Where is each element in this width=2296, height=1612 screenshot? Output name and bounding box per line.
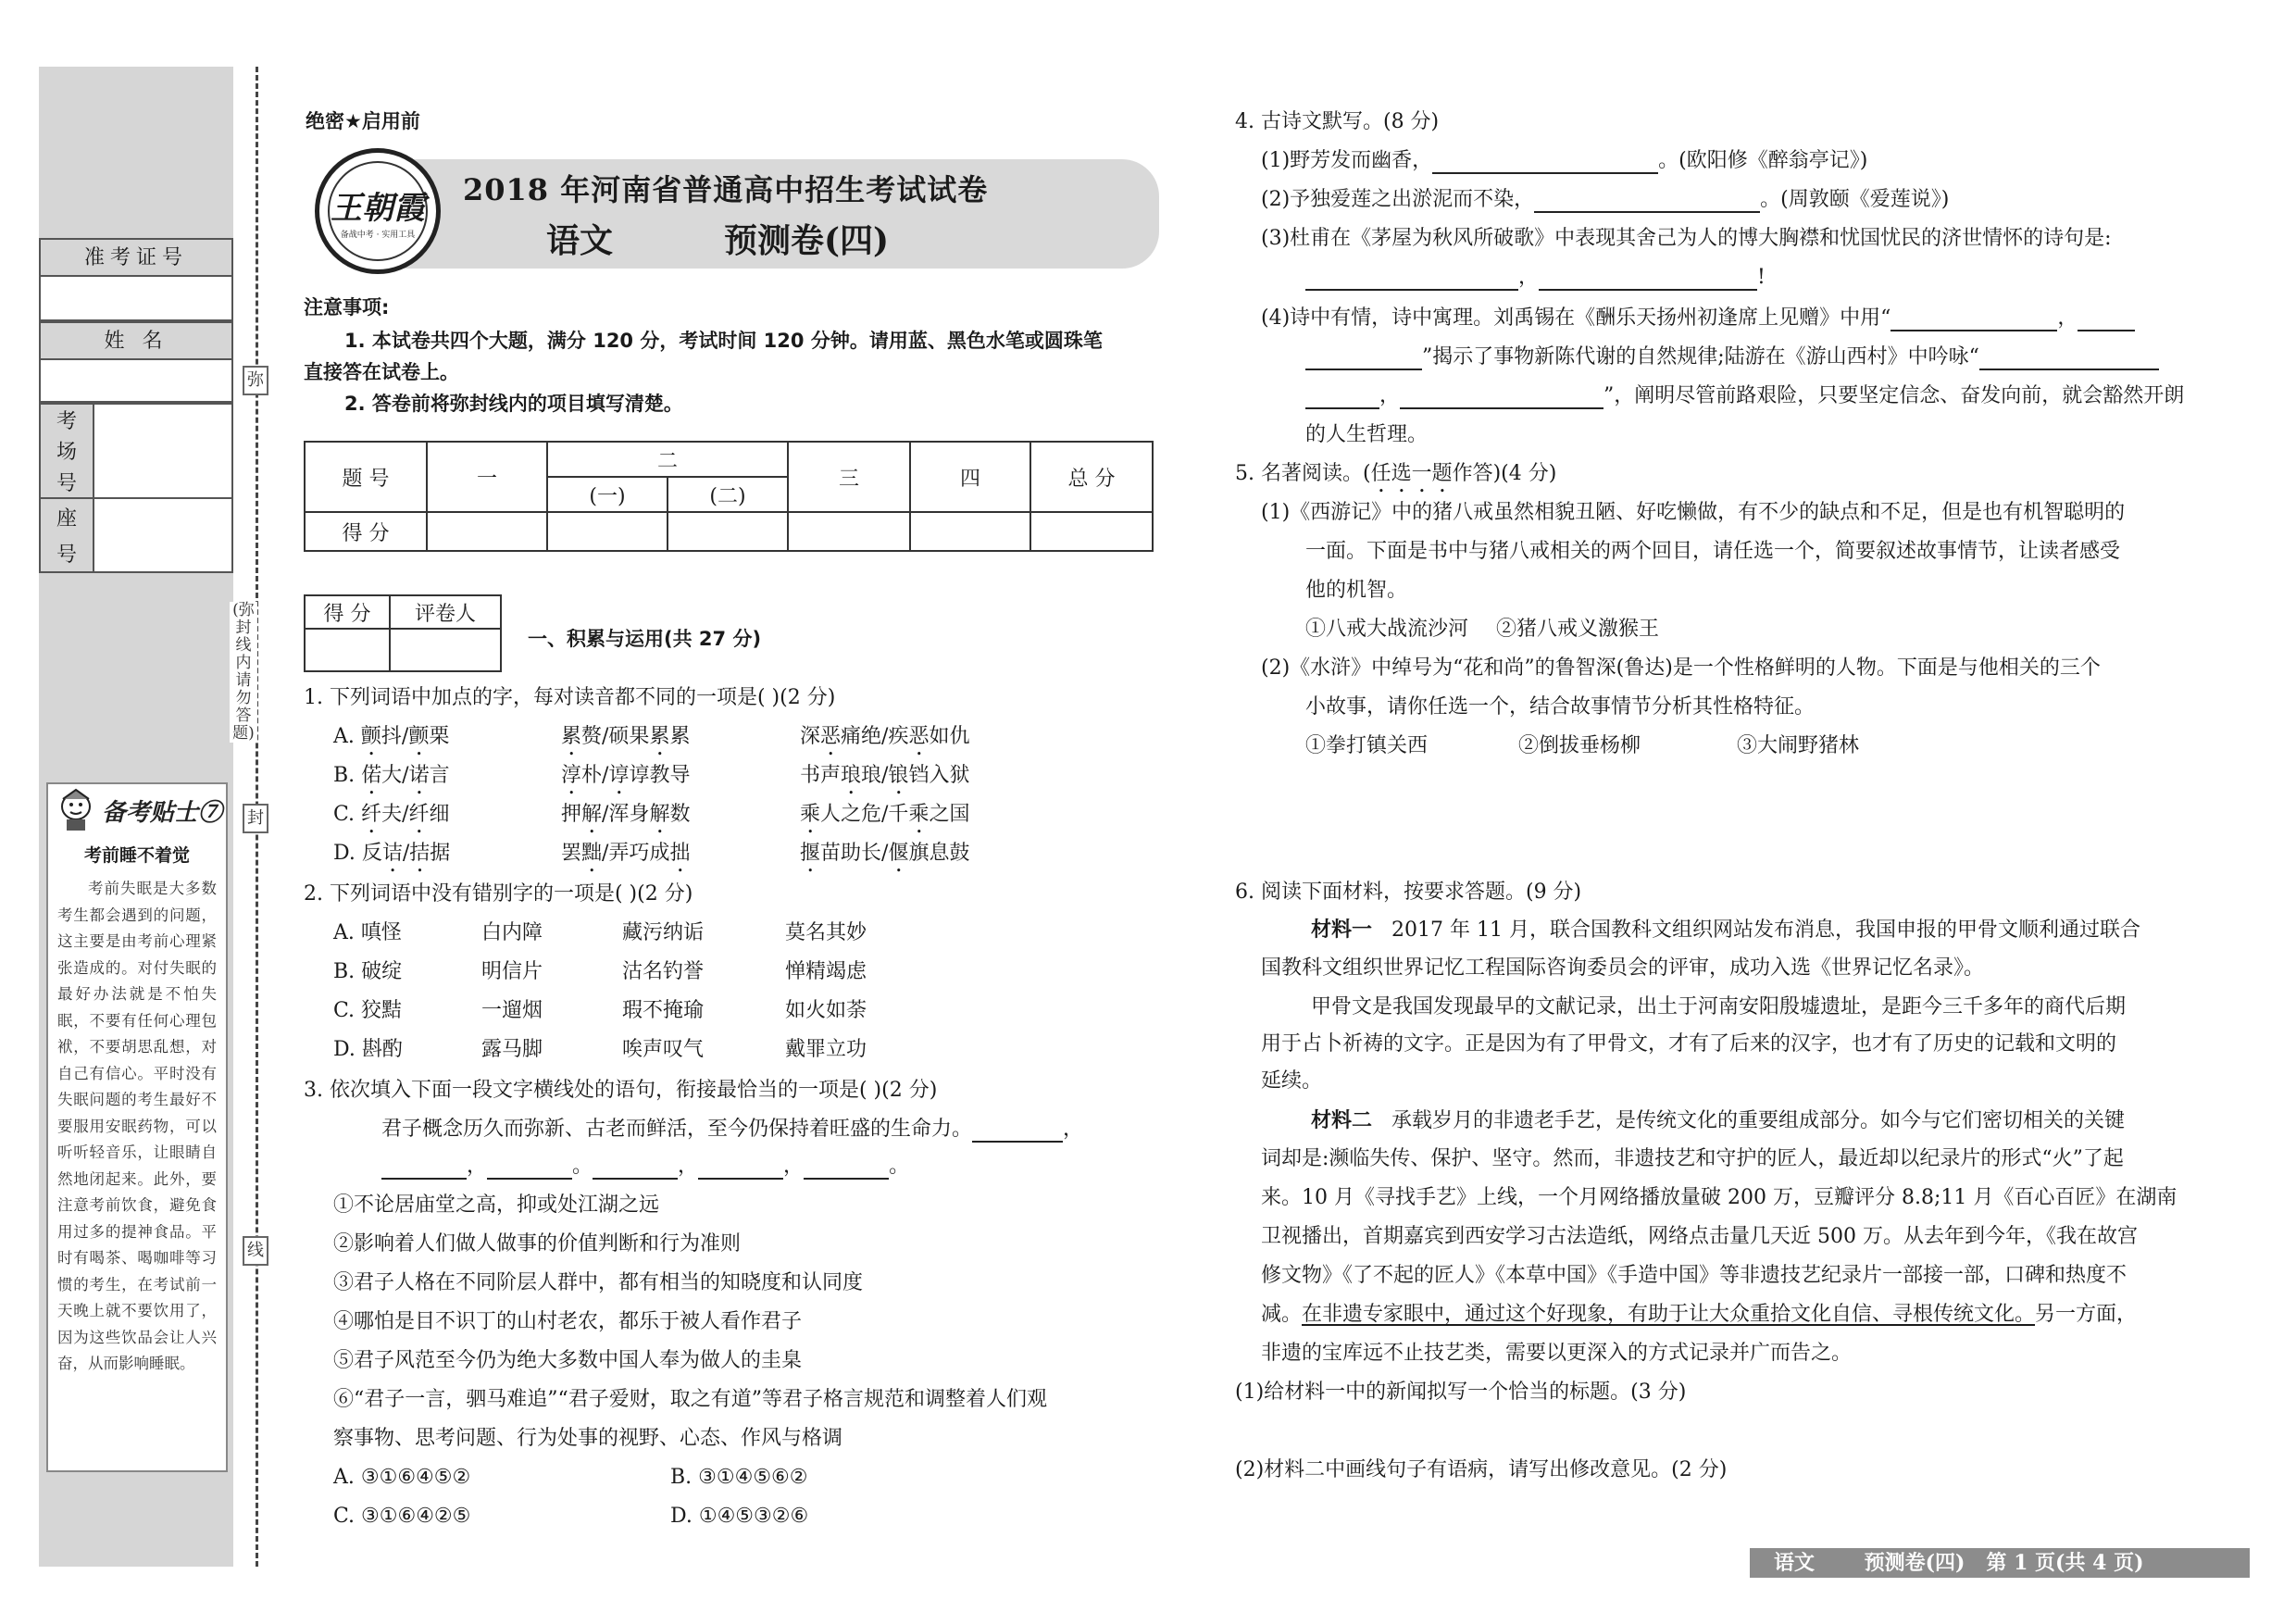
seat-label-char: 座 <box>56 507 77 531</box>
q6-material-2: 非遗的宝库远不止技艺类，需要以更深入的方式记录并广而告之。 <box>1261 1342 1853 1365</box>
q1-option-d-2: 罢黜/弄巧成拙 <box>561 842 691 865</box>
q4-line-4c <box>1305 383 2184 409</box>
score-cell[interactable] <box>788 512 910 551</box>
score-cell[interactable] <box>427 512 547 551</box>
q3-item: ③君子人格在不同阶层人群中，都有相当的知晓度和认同度 <box>333 1271 864 1294</box>
q3-blank[interactable] <box>593 1157 678 1180</box>
q2-option: 如火如荼 <box>785 999 867 1022</box>
q4-blank[interactable] <box>1305 348 1422 370</box>
score-table-col: 二 <box>547 442 788 477</box>
q3-item: ④哪怕是目不识丁的山村老农，都乐于被人看作君子 <box>333 1310 803 1333</box>
q4-line-2 <box>1261 187 1949 213</box>
q2-option: D. 斟酌 <box>333 1038 403 1061</box>
question-2-stem: 2. 下列词语中没有错别字的一项是( )(2 分) <box>304 882 693 906</box>
q4-blank[interactable] <box>1305 269 1518 291</box>
q2-option: 明信片 <box>481 960 543 983</box>
q3-choice: C. ③①⑥④②⑤ <box>333 1505 471 1528</box>
q3-item: ①不论居庙堂之高，抑或处江湖之远 <box>333 1193 660 1217</box>
score-cell[interactable] <box>668 512 788 551</box>
q4-text: ， <box>1518 266 1540 289</box>
grader-table <box>304 594 502 672</box>
logo-subtext: 备战中考 · 实用工具 <box>340 231 416 240</box>
score-table-col: 总 分 <box>1030 442 1153 512</box>
q4-text: (1)野芳发而幽香， <box>1261 149 1433 172</box>
q4-text: ”，阐明尽管前路艰险，只要坚定信念、奋发向前，就会豁然开朗 <box>1603 384 2185 407</box>
name-field[interactable] <box>39 358 233 403</box>
room-label-char: 考 <box>56 410 77 434</box>
q5-part-2: 小故事，请你任选一个，结合故事情节分析其性格特征。 <box>1305 695 1816 719</box>
q4-text: ! <box>1757 266 1766 289</box>
q4-text: 。(周敦颐《爱莲说》) <box>1760 188 1950 211</box>
score-table-col: 三 <box>788 442 910 512</box>
question-4-stem: 4. 古诗文默写。(8 分) <box>1235 110 1440 133</box>
q1-option-d: D. 反诘/拮据 <box>333 842 451 865</box>
q5-part-1: 他的机智。 <box>1305 579 1408 602</box>
question-5-stem: 5. 名著阅读。(任选一题作答)(4 分) <box>1235 462 1557 485</box>
question-6-stem: 6. 阅读下面材料，按要求答题。(9 分) <box>1235 881 1582 904</box>
q1-option-a: A. 颤抖/颤栗 <box>333 725 450 748</box>
score-table-col: 一 <box>427 442 547 512</box>
q4-line-3-blanks <box>1305 265 1766 291</box>
confidential-mark: 绝密★启用前 <box>306 110 420 132</box>
room-label-char: 号 <box>56 471 77 495</box>
q3-blank[interactable] <box>972 1120 1063 1143</box>
q4-blank[interactable] <box>1539 269 1757 291</box>
q4-line-1 <box>1261 148 1867 174</box>
q3-blank[interactable] <box>487 1157 572 1180</box>
q6-sub-question-2: (2)材料二中画线句子有语病，请写出修改意见。(2 分) <box>1235 1458 1728 1481</box>
q4-line-4b <box>1305 344 2159 370</box>
q4-line-4d: 的人生哲理。 <box>1305 423 1429 446</box>
q4-blank[interactable] <box>1400 387 1603 409</box>
q5-part-2: (2)《水浒》中绰号为“花和尚”的鲁智深(鲁达)是一个性格鲜明的人物。下面是与他相关的三个 <box>1261 656 2101 680</box>
q5-option: ①拳打镇关西 <box>1305 734 1429 757</box>
q1-option-c-2: 押解/浑身解数 <box>561 803 691 826</box>
q3-choice: A. ③①⑥④⑤② <box>333 1466 471 1489</box>
q1-option-b: B. 偌大/诺言 <box>333 764 450 787</box>
q5-option: ②倒拔垂杨柳 <box>1518 734 1641 757</box>
q2-option: A. 嗔怪 <box>333 921 402 944</box>
q3-blank[interactable] <box>381 1157 467 1180</box>
q4-text: (4)诗中有情，诗中寓理。刘禹锡在《酬乐天扬州初逢席上见赠》中用“ <box>1261 306 1891 330</box>
q6-material-1 <box>1311 917 2140 943</box>
mascot-icon <box>56 788 96 832</box>
tips-title: 考前睡不着觉 <box>83 845 190 866</box>
notice-line: 直接答在试卷上。 <box>304 361 459 383</box>
q1-option-d-3: 揠苗助长/偃旗息鼓 <box>800 842 970 865</box>
underlined-sentence: 在非遗专家眼中，通过这个好现象，有助于让大众重拾文化自信、寻根传统文化。 <box>1302 1303 2036 1326</box>
q6-material-2: 来。10 月《寻找手艺》上线，一个月网络播放量破 200 万，豆瓣评分 8.8;11 月《百心百匠》在湖南 <box>1261 1186 2177 1209</box>
q4-blank[interactable] <box>1979 348 2159 370</box>
q3-choice: D. ①④⑤③②⑥ <box>670 1505 809 1528</box>
subject-title: 语文 <box>546 221 614 260</box>
material-text: 另一方面， <box>2035 1303 2138 1326</box>
q1-option-c-3: 乘人之危/千乘之国 <box>800 803 970 826</box>
q1-option-a-2: 累赘/硕果累累 <box>561 725 691 748</box>
question-1-stem: 1. 下列词语中加点的字，每对读音都不同的一项是( )(2 分) <box>304 686 836 709</box>
q6-material-1: 甲骨文是我国发现最早的文献记录，出土于河南安阳殷墟遗址，是距今三千多年的商代后期 <box>1311 995 2127 1018</box>
section-title: 一、积累与运用(共 27 分) <box>528 628 762 650</box>
score-cell[interactable] <box>1030 512 1153 551</box>
q2-option: C. 狡黠 <box>333 999 403 1022</box>
q5-part-1: 一面。下面是书中与猪八戒相关的两个回目，请任选一个，简要叙述故事情节，让读者感受 <box>1305 540 2121 563</box>
q4-text: 。(欧阳修《醉翁亭记》) <box>1658 149 1868 172</box>
q2-option: 沽名钓誉 <box>622 960 705 983</box>
material-text: 减。 <box>1261 1303 1303 1326</box>
q1-option-b-2: 淳朴/谆谆教导 <box>561 764 691 787</box>
seal-char-mi: 弥 <box>243 366 268 395</box>
material-label: 材料二 <box>1311 1108 1373 1132</box>
material-text: 2017 年 11 月，联合国教科文组织网站发布消息，我国申报的甲骨文顺利通过联合 <box>1391 918 2140 942</box>
q3-item: ⑤君子风范至今仍为绝大多数中国人奉为做人的圭臬 <box>333 1349 803 1372</box>
q3-paragraph-text: 君子概念历久而弥新、古老而鲜活，至今仍保持着旺盛的生命力。 <box>381 1118 973 1141</box>
q4-blank[interactable] <box>1305 387 1379 409</box>
room-number-field[interactable] <box>93 403 233 499</box>
seat-label-char: 号 <box>56 544 77 567</box>
q3-item: ②影响着人们做人做事的价值判断和行为准则 <box>333 1232 742 1256</box>
notice-title: 注意事项: <box>304 296 390 319</box>
q4-blank[interactable] <box>1432 152 1658 174</box>
q4-line-3: (3)杜甫在《茅屋为秋风所破歌》中表现其舍己为人的博大胸襟和忧国忧民的济世情怀的诗句是: <box>1261 227 2112 250</box>
q2-option: 唉声叹气 <box>622 1038 705 1061</box>
score-table-subcol: (二) <box>668 477 788 512</box>
q2-option: 莫名其妙 <box>785 921 867 944</box>
q3-paragraph: 君子概念历久而弥新、古老而鲜活，至今仍保持着旺盛的生命力。 ， <box>381 1118 1084 1141</box>
score-table <box>304 441 1154 552</box>
q1-option-a-3: 深恶痛绝/疾恶如仇 <box>800 725 970 748</box>
q6-material-2 <box>1311 1107 2125 1134</box>
q6-material-2: 修文物》《了不起的匠人》《本草中国》《手造中国》等非遗技艺纪录片一部接一部，口碑和热度不 <box>1261 1264 2128 1287</box>
q2-option: 一遛烟 <box>481 999 543 1022</box>
q4-blank[interactable] <box>1890 309 2057 331</box>
q4-text: (2)予独爱莲之出淤泥而不染， <box>1261 188 1535 211</box>
q5-part-1: (1)《西游记》中的猪八戒虽然相貌丑陋、好吃懒做，有不少的缺点和不足，但是也有机智聪明的 <box>1261 501 2126 524</box>
tips-badge: 备考贴士⑦ <box>102 798 223 827</box>
q4-text: ， <box>1379 384 1401 407</box>
seat-number-field[interactable] <box>93 497 233 573</box>
q2-option: 白内障 <box>481 921 543 944</box>
q3-item: 察事物、思考问题、行为处事的视野、心态、作风与格调 <box>333 1427 843 1450</box>
q1-option-c: C. 纤夫/纤细 <box>333 803 450 826</box>
seal-note: (弥封线内请勿答题) <box>230 602 257 743</box>
q6-material-2 <box>1261 1302 2137 1328</box>
score-row-label: 得 分 <box>305 512 427 551</box>
q1-option-b-3: 书声琅琅/锒铛入狱 <box>800 764 970 787</box>
score-cell[interactable] <box>547 512 668 551</box>
grader-name-cell[interactable] <box>390 629 501 671</box>
q2-option: 戴罪立功 <box>785 1038 867 1061</box>
notice-line: 2. 答卷前将弥封线内的项目填写清楚。 <box>344 393 683 415</box>
q3-blank[interactable] <box>804 1157 889 1180</box>
page-footer: 语文 预测卷(四) 第 1 页(共 4 页) <box>1750 1548 2250 1578</box>
q6-material-2: 卫视播出，首期嘉宾到西安学习古法造纸，网络点击量几天近 500 万。从去年到今年，《我在故宫 <box>1261 1225 2138 1248</box>
q2-option: 惮精竭虑 <box>785 960 867 983</box>
grader-name-label: 评卷人 <box>390 595 501 629</box>
score-table-header: 题 号 <box>305 442 427 512</box>
q6-material-1: 国教科文组织世界记忆工程国际咨询委员会的评审，成功入选《世界记忆名录》。 <box>1261 956 1985 980</box>
score-table-col: 四 <box>910 442 1030 512</box>
q4-text: ”揭示了事物新陈代谢的自然规律;陆游在《游山西村》中吟咏“ <box>1422 345 1979 369</box>
q6-material-2: 词却是:濒临失传、保护、坚守。然而，非遗技艺和守护的匠人，最近却以纪录片的形式“火”了起 <box>1261 1147 2124 1170</box>
score-cell[interactable] <box>910 512 1030 551</box>
publisher-logo <box>315 148 441 274</box>
score-table-subcol: (一) <box>547 477 668 512</box>
ticket-number-field[interactable] <box>39 275 233 321</box>
grader-score-label: 得 分 <box>305 595 390 629</box>
q6-sub-question-1: (1)给材料一中的新闻拟写一个恰当的标题。(3 分) <box>1235 1381 1687 1404</box>
logo-seal <box>328 161 428 261</box>
seal-char-xian: 线 <box>243 1236 268 1266</box>
q4-line-4 <box>1261 306 2135 331</box>
seat-number-label <box>39 497 94 573</box>
q6-material-1: 延续。 <box>1261 1069 1323 1093</box>
q2-option: 瑕不掩瑜 <box>622 999 705 1022</box>
q4-blank[interactable] <box>1534 191 1760 213</box>
notice-line: 1. 本试卷共四个大题，满分 120 分，考试时间 120 分钟。请用蓝、黑色水笔或圆珠笔 <box>344 330 1103 352</box>
paper-name: 预测卷(四) <box>724 221 890 260</box>
exam-tips-box <box>46 782 228 1472</box>
q2-option: B. 破绽 <box>333 960 403 983</box>
name-label: 姓 名 <box>39 321 233 362</box>
question-3-stem: 3. 依次填入下面一段文字横线处的语句，衔接最恰当的一项是( )(2 分) <box>304 1079 938 1102</box>
tips-header <box>48 784 226 836</box>
q2-option: 藏污纳诟 <box>622 921 705 944</box>
grader-score-cell[interactable] <box>305 629 390 671</box>
q2-option: 露马脚 <box>481 1038 543 1061</box>
material-label: 材料一 <box>1311 918 1373 942</box>
exam-title: 2018 年河南省普通高中招生考试试卷 <box>463 172 989 207</box>
q3-choice: B. ③①④⑤⑥② <box>670 1466 808 1489</box>
ticket-number-label: 准考证号 <box>39 238 233 279</box>
q3-blanks: ， 。 ， ， 。 <box>381 1154 909 1180</box>
logo-text: 王朝霞 <box>331 190 425 227</box>
room-number-label <box>39 403 94 499</box>
q4-text: ， <box>2057 306 2078 330</box>
q5-option: ①八戒大战流沙河 <box>1305 618 1469 641</box>
q5-option: ③大闹野猪林 <box>1737 734 1860 757</box>
q3-item: ⑥“君子一言，驷马难追”“君子爱财，取之有道”等君子格言规范和调整着人们观 <box>333 1388 1047 1411</box>
room-label-char: 场 <box>56 441 77 465</box>
q6-material-1: 用于占卜祈祷的文字。正是因为有了甲骨文，才有了后来的汉字，也才有了历史的记载和文明的 <box>1261 1032 2117 1056</box>
q5-option: ②猪八戒义激猴王 <box>1496 618 1660 641</box>
q4-blank[interactable] <box>2078 309 2135 331</box>
q3-blank[interactable] <box>698 1157 783 1180</box>
seal-char-feng: 封 <box>243 804 268 833</box>
tips-body: 考前失眠是大多数考生都会遇到的问题，这主要是由考前心理紧张造成的。对付失眠的最好办法就是不怕失眠，不要有任何心理包袱，不要胡思乱想，对自己有信心。平时没有失眠问题的考生最好不要服用安眠药物，可以听听轻音乐，让眼睛自然地闭起来。此外，要注意考前饮食，避免食用过多的提神食品。平时有喝茶、喝咖啡等习惯的考生，在考试前一天晚上就不要饮用了，因为这些饮品会让人兴奋，从而影响睡眠。 <box>57 880 217 1372</box>
material-text: 承载岁月的非遗老手艺，是传统文化的重要组成部分。如今与它们密切相关的关键 <box>1391 1109 2126 1132</box>
